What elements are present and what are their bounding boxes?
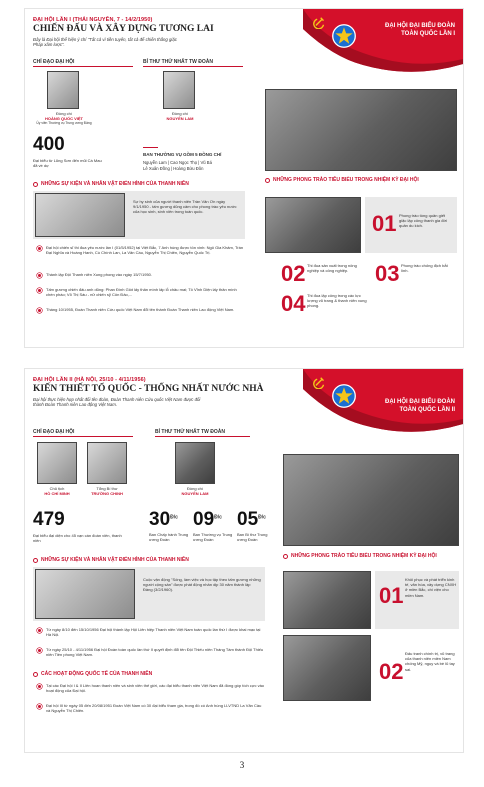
event-item: [37, 647, 265, 657]
featured-event: Cuộc vận động "Sống, làm việc và học tập theo tấm gương những người cộng sản" được phát động nhân dịp 30 năm thành lập Đảng (3/2/1960).: [143, 577, 261, 593]
secretary-label: BÍ THƯ THỨ NHẤT TW ĐOÀN: [143, 59, 213, 65]
movement-text: Thi đua sản xuất trong nông nghiệp và công nghiệp.: [307, 263, 357, 274]
leader2-name: TRƯỜNG CHINH: [91, 491, 123, 496]
stat-item: [149, 509, 189, 542]
events-heading: [33, 181, 189, 187]
intl-event-item: [37, 683, 265, 693]
bullet-icon: [37, 704, 42, 709]
event-text: Tháng 10/1955, Đoàn Thanh niên Cứu quốc Việt Nam đổi tên thành Đoàn Thanh niên Lao động Việt Nam.: [46, 307, 235, 312]
congress-subtitle: Đại hội thực hiện hợp nhất đổi tên đoàn, Đoàn Thanh niên Cứu quốc Việt Nam được đổi thành Đoàn Thanh niên Lao động Việt Nam.: [33, 397, 201, 408]
movement-number: 02: [281, 261, 306, 286]
bullet-icon: [283, 554, 288, 559]
congress-slogan: CHIẾN ĐẤU VÀ XÂY DỰNG TƯƠNG LAI: [33, 24, 214, 34]
congress-1-panel: [24, 8, 464, 348]
intl-heading-text: CÁC HOẠT ĐỘNG QUỐC TẾ CỦA THANH NIÊN: [41, 671, 153, 677]
stat-item: [193, 509, 233, 542]
stat-label: Ban Chấp hành Trung ương Đoàn: [149, 532, 189, 543]
directed-label: CHỈ ĐẠO ĐẠI HỘI: [33, 429, 75, 435]
director-name: HOÀNG QUỐC VIỆT: [44, 116, 83, 121]
directed-label: CHỈ ĐẠO ĐẠI HỘI: [33, 59, 75, 65]
stat-unit: Đ/c: [170, 514, 178, 521]
movement-number: 02: [379, 659, 404, 684]
bullet-icon: [37, 308, 42, 313]
stat-unit: Đ/c: [258, 514, 266, 521]
portrait-photo: [175, 442, 215, 484]
secretary-caption: [165, 486, 225, 496]
event-item: [37, 627, 265, 637]
stat-unit: Đ/c: [214, 514, 222, 521]
hammer-sickle-icon: [313, 375, 327, 389]
leader1-name: HỒ CHÍ MINH: [44, 491, 70, 496]
stat-label: Ban Thường vụ Trung ương Đoàn: [193, 532, 233, 543]
bullet-icon: [33, 182, 38, 187]
secretary-caption: [145, 111, 215, 121]
youth-union-emblem-icon: [331, 383, 357, 409]
movement-text: Thi đua lập công trong các lực lượng vũ trang & thanh niên xung phong.: [307, 293, 367, 309]
congress-hall-photo: [265, 89, 457, 171]
stat-item: [237, 509, 277, 542]
portrait-photo: [87, 442, 127, 484]
standing-members: Nguyễn Lam | Cao Ngọc Thọ | Vũ Bá Lê Xuân Đồng | Hoàng Bửu Đôn: [143, 160, 212, 171]
event-text: Thành lập Đội Thanh niên Xung phong vào ngày 15/7/1950.: [46, 272, 153, 277]
banner-title-line-1: ĐẠI HỘI ĐẠI BIỂU ĐOÀN: [384, 399, 455, 405]
banner-title-line-1: ĐẠI HỘI ĐẠI BIỂU ĐOÀN: [384, 23, 455, 29]
event-text: Đại hội chiến sĩ thi đua yêu nước lần I (01/5/1952) tại Việt Bắc, 7 Anh hùng được tôn vinh: Ngô Gia Khảm, Trần Đại Nghĩa và Hoàng Hanh, Cù Chính Lan, La Văn Cầu, Nguyễn Thị Chiên, Nguyễn Quốc Trị.: [46, 245, 244, 256]
intl-event-text: Đại hội III từ ngày 05 đến 20/08/1951 Đoàn Việt Nam có 30 đại biểu tham gia, trong đó có Anh hùng LLVTND La Văn Cầu và Nguyễn Thị Chiên.: [46, 703, 262, 714]
divider: [33, 66, 133, 67]
stat-number: 30: [149, 509, 171, 530]
director-prefix: Đồng chí: [55, 111, 72, 116]
delegates-number: 400: [33, 134, 65, 155]
banner-title: [385, 23, 455, 39]
director-caption: [29, 111, 99, 125]
delegates-number: 479: [33, 509, 65, 530]
movements-heading: [283, 553, 459, 559]
event-item: [37, 245, 245, 255]
leader1-role: Chủ tịch: [49, 486, 65, 491]
event-photo: [35, 193, 125, 237]
bullet-icon: [265, 178, 270, 183]
event-item: [37, 307, 245, 313]
event-photo: [35, 569, 135, 619]
events-heading: [33, 557, 189, 563]
divider: [143, 147, 158, 148]
banner-title: [385, 399, 455, 415]
standing-title: BAN THƯỜNG VỤ GỒM 5 ĐỒNG CHÍ: [143, 152, 222, 157]
event-item: [37, 287, 245, 297]
movement-number: 03: [375, 261, 400, 286]
movement-text: Phong trào chống địch bắt lính.: [401, 263, 448, 274]
movement-number: 01: [372, 211, 397, 236]
banner-title-line-2: TOÀN QUỐC LẦN II: [399, 406, 455, 413]
stat-number: 09: [193, 509, 215, 530]
congress-header: ĐẠI HỘI LẦN II (HÀ NỘI, 25/10 - 4/11/1956): [33, 377, 146, 383]
events-heading-text: NHỮNG SỰ KIỆN VÀ NHÂN VẬT ĐIỂN HÌNH CỦA THANH NIÊN: [41, 557, 189, 563]
divider: [33, 436, 133, 437]
events-heading-text: NHỮNG SỰ KIỆN VÀ NHÂN VẬT ĐIỂN HÌNH CỦA THANH NIÊN: [41, 181, 189, 187]
bullet-icon: [33, 672, 38, 677]
bullet-icon: [37, 684, 42, 689]
party-flag-banner: [263, 9, 463, 79]
congress-header: ĐẠI HỘI LẦN I (THÁI NGUYÊN, 7 - 14/2/1950): [33, 17, 153, 23]
intl-event-item: [37, 703, 265, 713]
secretary-name: NGUYỄN LAM: [181, 491, 209, 496]
stat-number: 05: [237, 509, 259, 530]
movements-heading-text: NHỮNG PHONG TRÀO TIÊU BIỂU TRONG NHIỆM KỲ ĐẠI HỘI: [273, 177, 419, 183]
movements-heading-text: NHỮNG PHONG TRÀO TIÊU BIỂU TRONG NHIỆM KỲ ĐẠI HỘI: [291, 553, 437, 559]
stat-label: Ban Bí thư Trung ương Đoàn: [237, 532, 268, 543]
secretary-prefix: Đồng chí: [171, 111, 188, 116]
bullet-icon: [37, 628, 42, 633]
movement-photo: [265, 197, 361, 253]
movement-photo: [283, 635, 371, 701]
event-text: Từ ngày 8/10 đến 15/10/1956 Đại hội thành lập Hội Liên hiệp Thanh niên Việt Nam toàn quốc lần thứ I được khai mạc tại Hà Nội.: [46, 627, 261, 638]
bullet-icon: [37, 288, 42, 293]
event-text: Từ ngày 25/10 - 4/11/1956 Đại hội Đoàn toàn quốc lần thứ II quyết định đổi tên Đội Thiếu niên Tháng Tám thành Đội Thiếu niên Tiền phong Việt Nam.: [46, 647, 264, 658]
delegates-text: Đại biểu đại diện cho 45 vạn cán đoàn viên, thanh niên: [33, 533, 122, 544]
leader2-caption: [79, 486, 135, 496]
leader2-role: Tổng Bí thư: [96, 486, 118, 491]
hammer-sickle-icon: [313, 15, 327, 29]
movement-text: Khôi phục và phát triển kinh tế, văn hóa, xây dựng CNXH ở miền Bắc, chi viện cho miền Nam.: [405, 577, 457, 598]
portrait-photo: [163, 71, 195, 109]
congress-hall-photo: [283, 454, 459, 546]
delegates-text: Đại biểu từ Lũng Sơn đến mũi Cà Mau đã về dự: [33, 158, 102, 169]
intl-heading: [33, 671, 152, 677]
secretary-label: BÍ THƯ THỨ NHẤT TW ĐOÀN: [155, 429, 225, 435]
event-item: [37, 272, 245, 278]
congress-2-panel: [24, 368, 464, 753]
bullet-icon: [33, 558, 38, 563]
featured-event: Sự hy sinh của người thanh niên Trần Văn Ơn ngày 9/1/1950 - tấm gương dũng cảm cho phong trào yêu nước của học sinh, sinh viên trong toàn quốc.: [133, 199, 237, 215]
bullet-icon: [37, 246, 42, 251]
leader1-caption: [29, 486, 85, 496]
portrait-photo: [37, 442, 77, 484]
movement-number: 01: [379, 583, 404, 608]
movement-text: Phong trào tòng quân giết giặc lập công thanh gia đời quân du kích.: [399, 213, 447, 229]
congress-subtitle: Đây là Đại hội thể hiện ý chí "Tất cả vì tiền tuyến, tất cả để chiến thắng giặc Pháp xâm lược".: [33, 37, 177, 48]
movement-text: Đấu tranh chính trị, vũ trang của thanh niên miền Nam chống Mỹ, ngụy và bè lũ tay sai.: [405, 651, 455, 672]
youth-union-emblem-icon: [331, 23, 357, 49]
secretary-prefix: Đồng chí: [186, 486, 203, 491]
movement-photo: [283, 571, 371, 629]
page-number: 3: [239, 760, 245, 770]
banner-title-line-2: TOÀN QUỐC LẦN I: [401, 30, 455, 37]
divider: [155, 436, 250, 437]
director-role: Ủy viên Thường vụ Trung ương Đảng: [36, 121, 92, 125]
bullet-icon: [37, 648, 42, 653]
secretary-name: NGUYỄN LAM: [166, 116, 194, 121]
movement-number: 04: [281, 291, 306, 316]
bullet-icon: [37, 273, 42, 278]
event-text: Tấm gương chiến đấu anh dũng: Phan Đình Giót lấy thân mình lấp lỗ châu mai; Tô Vĩnh Diện lấy thân mình chèn pháo; Võ Thị Sáu - nữ chiến sỹ Côn Đảo,...: [46, 287, 237, 298]
divider: [143, 66, 243, 67]
congress-slogan: KIẾN THIẾT TỔ QUỐC - THỐNG NHẤT NƯỚC NHÀ: [33, 384, 264, 394]
portrait-photo: [47, 71, 79, 109]
intl-event-text: Tại các Đại hội I & II Liên hoan thanh niên và sinh viên thế giới, các đại biểu thanh niên Việt Nam đã đóng góp tích cực vào hoạt động của Đại hội.: [46, 683, 265, 694]
movements-heading: [265, 177, 457, 183]
